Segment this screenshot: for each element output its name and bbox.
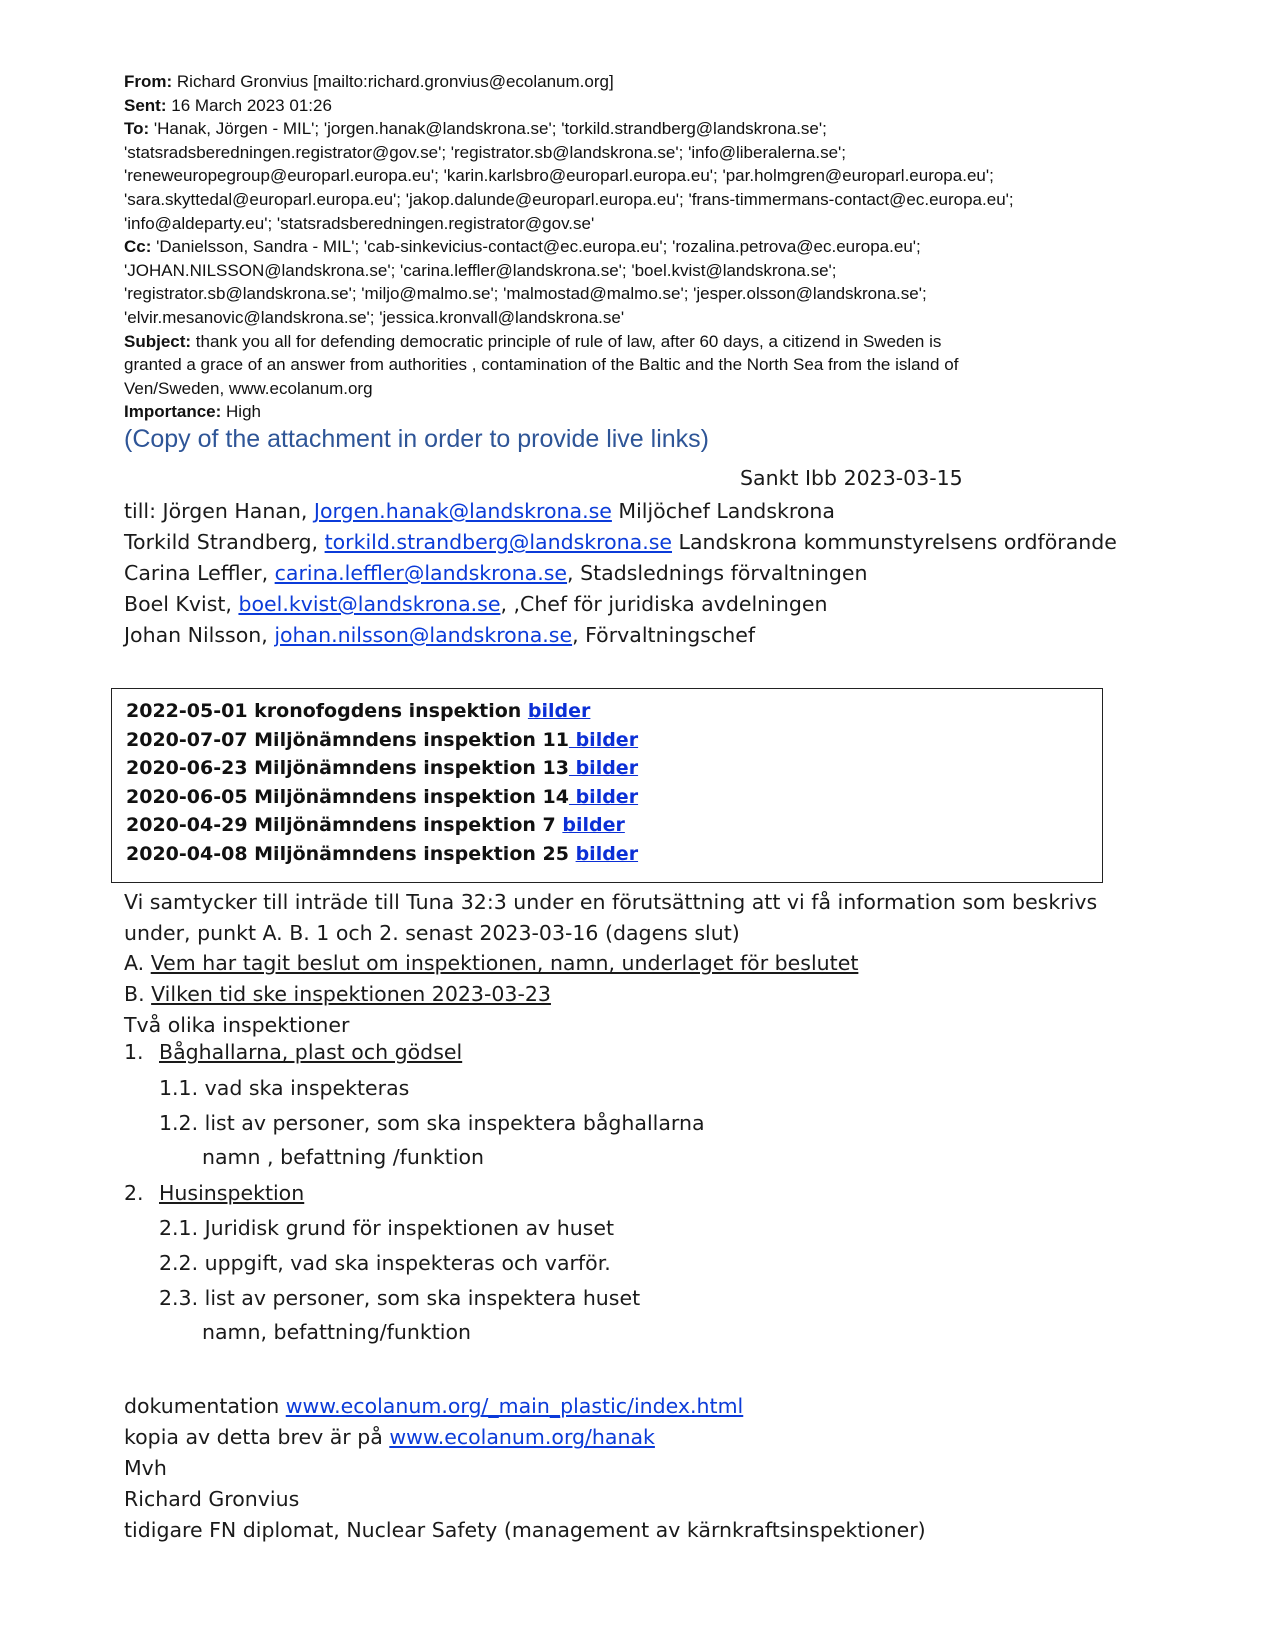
point-b (124, 979, 858, 1010)
item-2-heading (124, 1181, 305, 1205)
consent-line: Vi samtycker till inträde till Tuna 32:3 under en förutsättning att vi få information som beskrivs (124, 890, 1098, 914)
item-2-number: 2. (124, 1181, 144, 1205)
inspection-row (126, 840, 638, 869)
recipient-role: Landskrona kommunstyrelsens ordförande (672, 530, 1117, 554)
copy-line (124, 1422, 926, 1453)
to-label: To: (124, 119, 150, 139)
subject-line-continued: granted a grace of an answer from authorities , contamination of the Baltic and the North Sea from the island of (124, 355, 959, 375)
cc-line-continued: 'JOHAN.NILSSON@landskrona.se'; 'carina.leffler@landskrona.se'; 'boel.kvist@landskrona.se'; (124, 260, 837, 280)
copy-link[interactable]: www.ecolanum.org/hanak (389, 1425, 655, 1449)
cc-line-continued: 'registrator.sb@landskrona.se'; 'miljo@malmo.se'; 'malmostad@malmo.se'; 'jesper.olsson@landskrona.se'; (124, 284, 927, 304)
signature-name: Richard Gronvius (124, 1487, 300, 1511)
inspection-label: 2020-04-29 Miljönämndens inspektion 7 (126, 814, 563, 837)
attachment-note: (Copy of the attachment in order to provide live links) (124, 425, 709, 453)
consent-line: under, punkt A. B. 1 och 2. senast 2023-03-16 (dagens slut) (124, 921, 740, 945)
recipient-role: , Förvaltningschef (572, 623, 756, 647)
recipient-line (124, 620, 1117, 651)
recipient-role: Miljöchef Landskrona (611, 499, 835, 523)
recipient-line (124, 496, 1117, 527)
inspection-row (126, 697, 638, 726)
documentation-line (124, 1391, 926, 1422)
inspection-row (126, 811, 638, 840)
two-inspections-heading: Två olika inspektioner (124, 1013, 350, 1037)
to-value: 'Hanak, Jörgen - MIL'; 'jorgen.hanak@landskrona.se'; 'torkild.strandberg@landskrona.se'; (153, 119, 827, 139)
item-2-3: 2.3. list av personer, som ska inspektera huset (159, 1286, 641, 1310)
recipient-email-link[interactable]: torkild.strandberg@landskrona.se (324, 530, 673, 554)
recipient-email-link[interactable]: carina.leffler@landskrona.se (274, 561, 568, 585)
bilder-link[interactable]: bilder (568, 785, 639, 808)
inspection-label: 2020-06-05 Miljönämndens inspektion 14 (126, 785, 569, 808)
importance-line (124, 400, 1144, 424)
cc-label: Cc: (124, 237, 152, 257)
point-a (124, 948, 858, 979)
letter-footer (124, 1391, 926, 1546)
recipient-name: till: Jörgen Hanan, (124, 499, 314, 523)
item-1-number: 1. (124, 1040, 144, 1064)
documentation-link[interactable]: www.ecolanum.org/_main_plastic/index.html (285, 1394, 744, 1418)
copy-label: kopia av detta brev är på (124, 1425, 390, 1449)
questions-list (124, 948, 858, 1041)
sent-label: Sent: (124, 95, 167, 115)
subject-label: Subject: (124, 331, 192, 351)
recipient-line (124, 558, 1117, 589)
cc-value: 'Danielsson, Sandra - MIL'; 'cab-sinkevicius-contact@ec.europa.eu'; 'rozalina.petrova@ec.europa.eu'; (156, 237, 921, 257)
place-date: Sankt Ibb 2023-03-15 (740, 466, 963, 490)
recipient-email-link[interactable]: Jorgen.hanak@landskrona.se (313, 499, 612, 523)
recipient-name: Johan Nilsson, (124, 623, 275, 647)
item-1-2: 1.2. list av personer, som ska inspektera båghallarna (159, 1111, 705, 1135)
inspection-label: 2020-06-23 Miljönämndens inspektion 13 (126, 757, 569, 780)
from-label: From: (124, 72, 173, 91)
inspection-row (126, 783, 638, 812)
recipient-name: Carina Leffler, (124, 561, 275, 585)
sent-line (124, 94, 1144, 118)
inspection-label: 2020-04-08 Miljönämndens inspektion 25 (126, 842, 576, 865)
point-a-text: Vem har tagit beslut om inspektionen, namn, underlaget för beslutet (150, 951, 859, 975)
to-line-continued: 'reneweuropegroup@europarl.europa.eu'; 'karin.karlsbro@europarl.europa.eu'; 'par.holmgren@europarl.europa.eu'; (124, 166, 994, 186)
item-1-heading (124, 1040, 463, 1064)
bilder-link[interactable]: bilder (568, 728, 639, 751)
subject-value: thank you all for defending democratic principle of rule of law, after 60 days, a citizend in Sweden is (195, 331, 942, 351)
item-1-title: Båghallarna, plast och gödsel (159, 1040, 463, 1064)
from-value: Richard Gronvius [mailto:richard.gronvius@ecolanum.org] (176, 72, 614, 91)
point-a-prefix: A. (124, 951, 151, 975)
bilder-link[interactable]: bilder (575, 842, 639, 865)
bilder-link[interactable]: bilder (527, 700, 591, 722)
bilder-link[interactable]: bilder (562, 814, 625, 837)
sent-value: 16 March 2023 01:26 (171, 95, 332, 115)
from-line (124, 70, 1144, 94)
to-line-continued: 'statsradsberedningen.registrator@gov.se'; 'registrator.sb@landskrona.se'; 'info@liberalerna.se'; (124, 142, 847, 162)
inspection-label: 2020-07-07 Miljönämndens inspektion 11 (126, 728, 569, 751)
inspection-links-box (111, 688, 1103, 883)
recipient-email-link[interactable]: boel.kvist@landskrona.se (238, 592, 501, 616)
importance-label: Importance: (124, 402, 222, 422)
item-1-2-detail: namn , befattning /funktion (202, 1145, 485, 1169)
email-header (124, 70, 1144, 424)
cc-line-continued: 'elvir.mesanovic@landskrona.se'; 'jessica.kronvall@landskrona.se' (124, 307, 625, 327)
to-line-continued: 'sara.skyttedal@europarl.europa.eu'; 'jakop.dalunde@europarl.europa.eu'; 'frans-timmermans-contact@ec.europa.eu'; (124, 189, 1014, 209)
cc-line (124, 235, 1144, 259)
consent-paragraph (124, 887, 1097, 949)
item-1-1: 1.1. vad ska inspekteras (159, 1076, 410, 1100)
closing: Mvh (124, 1456, 167, 1480)
recipient-list (124, 496, 1117, 651)
recipient-role: , Stadslednings förvaltningen (567, 561, 868, 585)
to-line (124, 117, 1144, 141)
importance-value: High (226, 402, 261, 422)
item-2-2: 2.2. uppgift, vad ska inspekteras och varför. (159, 1251, 611, 1275)
item-2-3-detail: namn, befattning/funktion (202, 1320, 471, 1344)
to-line-continued: 'info@aldeparty.eu'; 'statsradsberedningen.registrator@gov.se' (124, 213, 595, 233)
bilder-link[interactable]: bilder (568, 757, 639, 780)
item-2-1: 2.1. Juridisk grund för inspektionen av huset (159, 1216, 615, 1240)
subject-line-continued: Ven/Sweden, www.ecolanum.org (124, 378, 373, 398)
inspection-label: 2022-05-01 kronofogdens inspektion (126, 700, 528, 722)
recipient-name: Boel Kvist, (124, 592, 239, 616)
recipient-line (124, 589, 1117, 620)
recipient-name: Torkild Strandberg, (124, 530, 325, 554)
point-b-prefix: B. (124, 982, 152, 1006)
recipient-role: , ,Chef för juridiska avdelningen (500, 592, 828, 616)
inspection-row (126, 754, 638, 783)
point-b-text: Vilken tid ske inspektionen 2023-03-23 (151, 982, 551, 1006)
item-2-title: Husinspektion (159, 1181, 305, 1205)
recipient-email-link[interactable]: johan.nilsson@landskrona.se (274, 623, 573, 647)
documentation-label: dokumentation (124, 1394, 286, 1418)
subject-line (124, 330, 1144, 354)
signature-title: tidigare FN diplomat, Nuclear Safety (management av kärnkraftsinspektioner) (124, 1518, 926, 1542)
inspection-row (126, 726, 638, 755)
recipient-line (124, 527, 1117, 558)
